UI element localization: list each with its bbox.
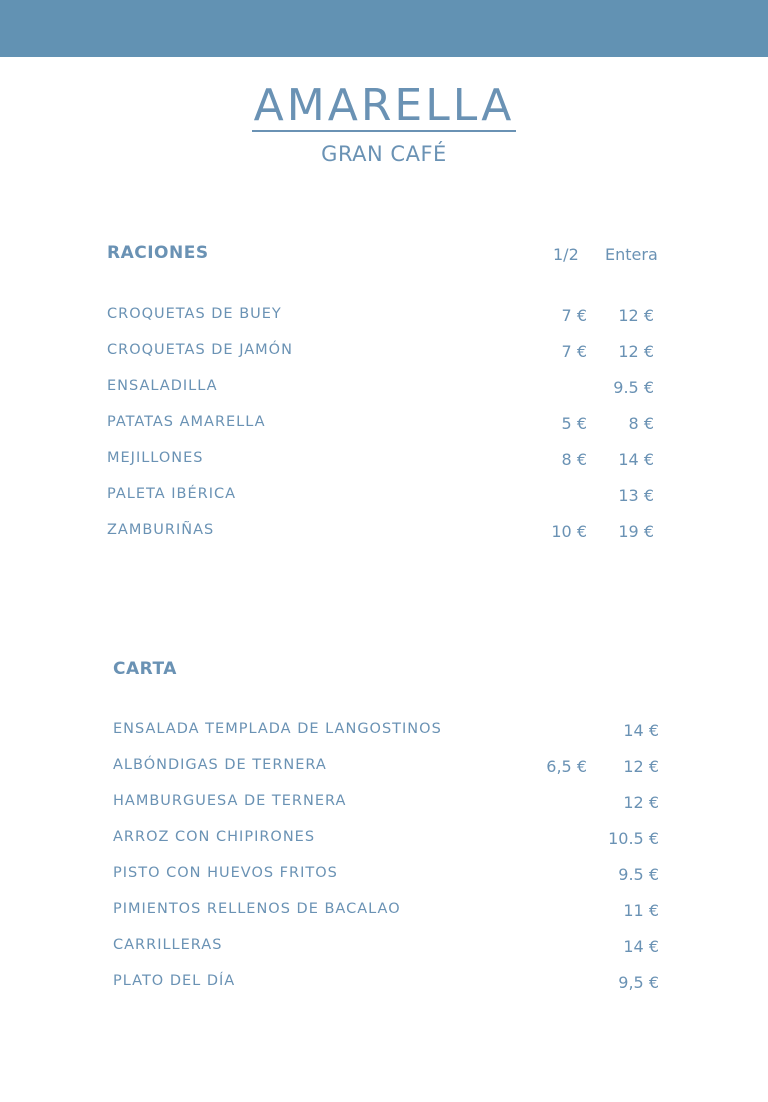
item-price-full: 9.5 € [618, 865, 659, 884]
menu-item [107, 306, 667, 328]
item-price-half: 10 € [551, 522, 587, 541]
item-name: ENSALADA TEMPLADA DE LANGOSTINOS [113, 721, 442, 737]
menu-item [107, 450, 667, 472]
item-name: PISTO CON HUEVOS FRITOS [113, 865, 338, 881]
item-price-half: 7 € [561, 306, 587, 325]
item-price-full: 10.5 € [608, 829, 659, 848]
menu-item [113, 793, 673, 815]
menu-item [113, 901, 673, 923]
brand-wordmark: AMARELLA [253, 80, 515, 131]
item-price-full: 9,5 € [618, 973, 659, 992]
item-name: ZAMBURIÑAS [107, 522, 215, 538]
item-price-full: 19 € [618, 522, 654, 541]
item-price-full: 11 € [623, 901, 659, 920]
item-price-full: 12 € [623, 793, 659, 812]
item-name: HAMBURGUESA DE TERNERA [113, 793, 347, 809]
item-name: ENSALADILLA [107, 378, 218, 394]
item-price-full: 12 € [623, 757, 659, 776]
menu-item [107, 342, 667, 364]
menu-item [113, 865, 673, 887]
item-name: MEJILLONES [107, 450, 204, 466]
item-name: ARROZ CON CHIPIRONES [113, 829, 316, 845]
menu-item [113, 829, 673, 851]
brand-subtitle: GRAN CAFÉ [321, 142, 447, 166]
item-price-half: 5 € [561, 414, 587, 433]
column-header-half: 1/2 [553, 245, 579, 264]
section-title-raciones: RACIONES [107, 243, 209, 263]
menu-item [113, 757, 673, 779]
item-name: CROQUETAS DE BUEY [107, 306, 282, 322]
top-banner [0, 0, 768, 57]
item-price-full: 9.5 € [613, 378, 654, 397]
menu-item [113, 973, 673, 995]
section-title-carta: CARTA [113, 659, 177, 679]
item-name: PATATAS AMARELLA [107, 414, 266, 430]
item-price-full: 12 € [618, 342, 654, 361]
menu-item [113, 721, 673, 743]
menu-item [107, 414, 667, 436]
menu-item [107, 486, 667, 508]
item-name: PIMIENTOS RELLENOS DE BACALAO [113, 901, 401, 917]
menu-item [113, 937, 673, 959]
item-name: ALBÓNDIGAS DE TERNERA [113, 757, 327, 773]
item-name: CROQUETAS DE JAMÓN [107, 342, 293, 358]
item-price-half: 8 € [561, 450, 587, 469]
item-price-full: 12 € [618, 306, 654, 325]
logo [0, 82, 768, 166]
menu-item [107, 378, 667, 400]
item-price-half: 6,5 € [546, 757, 587, 776]
item-price-full: 8 € [628, 414, 654, 433]
item-price-full: 14 € [623, 937, 659, 956]
item-price-half: 7 € [561, 342, 587, 361]
menu-item [107, 522, 667, 544]
item-name: PALETA IBÉRICA [107, 486, 237, 502]
item-price-full: 14 € [623, 721, 659, 740]
item-name: PLATO DEL DÍA [113, 973, 236, 989]
item-name: CARRILLERAS [113, 937, 223, 953]
column-header-full: Entera [605, 245, 658, 264]
item-price-full: 14 € [618, 450, 654, 469]
item-price-full: 13 € [618, 486, 654, 505]
